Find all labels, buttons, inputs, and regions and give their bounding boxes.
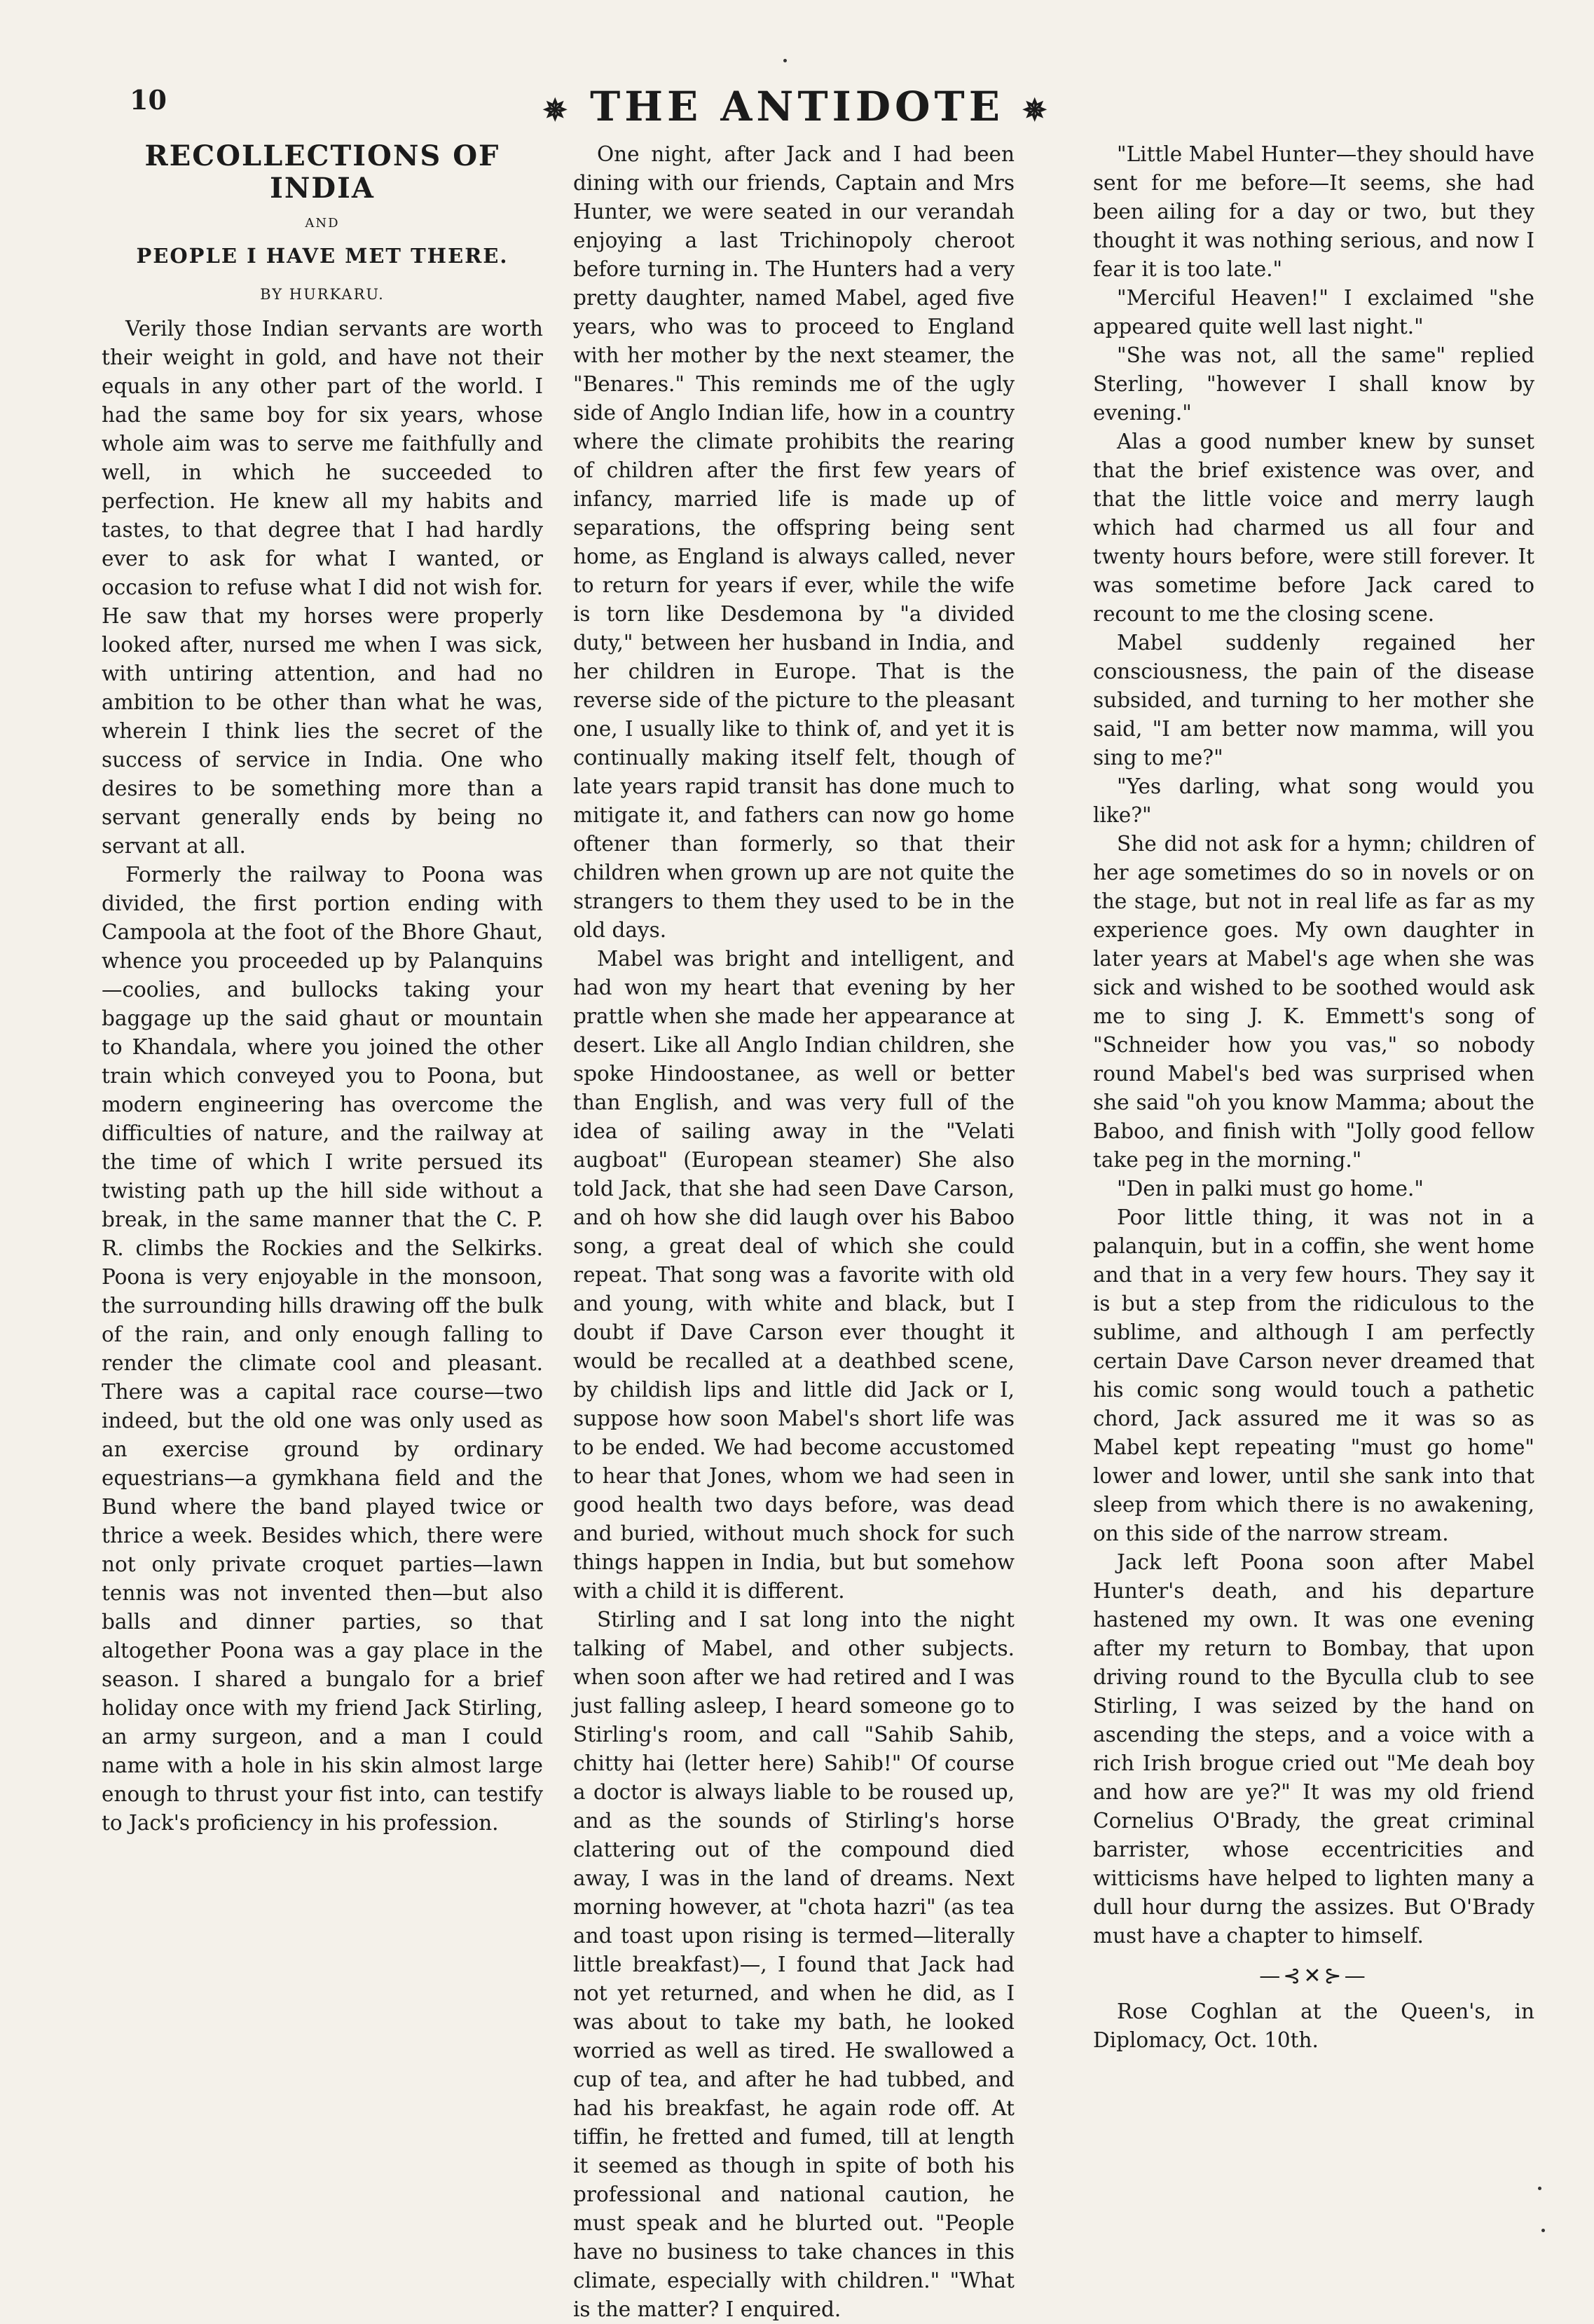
article-title: RECOLLECTIONS OF INDIA — [144, 139, 500, 205]
paragraph: "Den in palki must go home." — [1117, 1177, 1424, 1201]
notice — [1093, 1997, 1534, 2055]
ornament-right-icon: ✵ — [1022, 93, 1052, 128]
paragraph: She did not ask for a hymn; children of her age sometimes do so in novels or on the stage, but not in real life as far as my experience goes. My own daughter in later years at Mabel's age when she was sick and wished to be soothed would ask me to sing J. K. Emmett's song of "Schneider how you vas," so nobody round Mabel's bed was surprised when she said "oh you know Mamma; about the Baboo, and finish with "Jolly good fellow take peg in the morning." — [1093, 832, 1534, 1172]
section-divider: —⊰✕⊱— — [1259, 1964, 1368, 1988]
byline: BY HURKARU. — [260, 286, 385, 303]
column-1 — [102, 140, 543, 1838]
masthead — [0, 83, 1594, 130]
page-number: 10 — [130, 84, 167, 116]
article-subtitle: PEOPLE I HAVE MET THERE. — [136, 244, 509, 268]
print-speck — [1541, 2229, 1545, 2232]
paragraph: Jack left Poona soon after Mabel Hunter's death, and his departure hastened my own. It was one evening after my return to Bombay, that upon driving round to the Byculla club to see Stirling, I was seized by the hand on ascending the steps, and a voice with a rich Irish brogue cried out "Me deah boy and how are ye?" It was my old friend Cornelius O'Brady, the great criminal barrister, whose eccentricities and witticisms have helped to lighten many a dull hour durng the assizes. But O'Brady must have a chapter to himself. — [1093, 1550, 1534, 1948]
paragraph: "Merciful Heaven!" I exclaimed "she appeared quite well last night." — [1093, 286, 1534, 339]
paragraph: Mabel was bright and intelligent, and had won my heart that evening by her prattle when she made her appearance at desert. Like all Anglo Indian children, she spoke Hindoostanee, as well or better than English, and was very full of the idea of sailing away in the "Velati augboat" (European steamer) She also told Jack, that she had seen Dave Carson, and oh how she did laugh over his Baboo song, a great deal of which she could repeat. That song was a favorite with old and young, with white and black, but I doubt if Dave Carson ever thought it would be recalled at a deathbed scene, by childish lips and little did Jack or I, suppose how soon Mabel's short life was to be ended. We had become accustomed to hear that Jones, whom we had seen in good health two days before, was dead and buried, without much shock for such things happen in India, but but somehow with a child it is different. — [573, 947, 1015, 1603]
paragraph: Poor little thing, it was not in a palanquin, but in a coffin, she went home and that in a very few hours. They say it is but a step from the ridiculous to the sublime, and although I am perfectly certain Dave Carson never dreamed that his comic song would touch a pathetic chord, Jack assured me it was so as Mabel kept repeating "must go home" lower and lower, until she sank into that sleep from which there is no awakening, on this side of the narrow stream. — [1093, 1205, 1534, 1545]
paragraph: "Yes darling, what song would you like?" — [1093, 774, 1534, 827]
masthead-title: THE ANTIDOTE — [590, 83, 1004, 130]
print-speck — [783, 59, 787, 62]
paragraph: Alas a good number knew by sunset that the brief existence was over, and that the little voice and merry laugh which had charmed us all four and twenty hours before, were still forever. It was sometime before Jack cared to recount to me the closing scene. — [1093, 430, 1534, 626]
paragraph: Mabel suddenly regained her consciousness, the pain of the disease subsided, and turning to her mother she said, "I am better now mamma, will you sing to me?" — [1093, 631, 1534, 770]
paragraph: "She was not, all the same" replied Sterling, "however I shall know by evening." — [1093, 343, 1534, 425]
print-speck — [1538, 2187, 1541, 2190]
paragraph: One night, after Jack and I had been dining with our friends, Captain and Mrs Hunter, we were seated in our verandah enjoying a last Trichinopoly cheroot before turning in. The Hunters had a very pretty daughter, named Mabel, aged five years, who was to proceed to England with her mother by the next steamer, the "Benares." This reminds me of the ugly side of Anglo Indian life, how in a country where the climate prohibits the rearing of children after the first few years of infancy, married life is made up of separations, the offspring being sent home, as England is always called, never to return for years if ever, while the wife is torn like Desdemona by "a divided duty," between her husband in India, and her children in Europe. That is the reverse side of the picture to the pleasant one, I usually like to think of, and yet it is continually making itself felt, though of late years rapid transit has done much to mitigate it, and fathers can now go home oftener than formerly, so that their children when grown up are not quite the strangers to them they used to be in the old days. — [573, 142, 1015, 942]
column-3 — [1093, 140, 1534, 2055]
article-title-and: AND — [305, 216, 340, 231]
paragraph: Verily those Indian servants are worth their weight in gold, and have not their equals in any other part of the world. I had the same boy for six years, whose whole aim was to serve me faithfully and well, in which he succeeded to perfection. He knew all my habits and tastes, to that degree that I had hardly ever to ask for what I wanted, or occasion to refuse what I did not wish for. He saw that my horses were properly looked after, nursed me when I was sick, with untiring attention, and had no ambition to be other than what he was, wherein I think lies the secret of the success of service in India. One who desires to be something more than a servant generally ends by being no servant at all. — [102, 317, 543, 858]
paragraph: Formerly the railway to Poona was divided, the first portion ending with Campoola at the foot of the Bhore Ghaut, whence you proceeded up by Palanquins—coolies, and bullocks taking your baggage up the said ghaut or mountain to Khandala, where you joined the other train which conveyed you to Poona, but modern engineering has overcome the difficulties of nature, and the railway at the time of which I write persued its twisting path up the hill side without a break, in the same manner that the C. P. R. climbs the Rockies and the Selkirks. Poona is very enjoyable in the monsoon, the surrounding hills drawing off the bulk of the rain, and only enough falling to render the climate cool and pleasant. There was a capital race course—two indeed, but the old one was only used as an exercise ground by ordinary equestrians—a gymkhana field and the Bund where the band played twice or thrice a week. Besides which, there were not only private croquet parties—lawn tennis was not invented then—but also balls and dinner parties, so that altogether Poona was a gay place in the season. I shared a bungalo for a brief holiday once with my friend Jack Stirling, an army surgeon, and a man I could name with a hole in his skin almost large enough to thrust your fist into, can testify to Jack's proficiency in his profession. — [102, 863, 543, 1835]
ornament-left-icon: ✵ — [542, 93, 572, 128]
paragraph: Stirling and I sat long into the night talking of Mabel, and other subjects. when soon after we had retired and I was just falling asleep, I heard someone go to Stirling's room, and call "Sahib Sahib, chitty hai (letter here) Sahib!" Of course a doctor is always liable to be roused up, and as the sounds of Stirling's horse clattering out of the compound died away, I was in the land of dreams. Next morning however, at "chota hazri" (as tea and toast upon rising is termed—literally little breakfast)—, I found that Jack had not yet returned, and when he did, as I was about to take my bath, he looked worried as well as tired. He swallowed a cup of tea, and after he had tubbed, and had his breakfast, he again rode off. At tiffin, he fretted and fumed, till at length it seemed as though in spite of both his professional and national caution, he must speak and he blurted out. "People have no business to take chances in this climate, especially with children." "What is the matter? I enquired. — [573, 1608, 1015, 2321]
paragraph: "Little Mabel Hunter—they should have sent for me before—It seems, she had been ailing for a day or two, but they thought it was nothing serious, and now I fear it is too late." — [1093, 142, 1534, 281]
column-2 — [573, 140, 1015, 2324]
notice-text: Rose Coghlan at the Queen's, in Diplomacy, Oct. 10th. — [1093, 2000, 1534, 2052]
